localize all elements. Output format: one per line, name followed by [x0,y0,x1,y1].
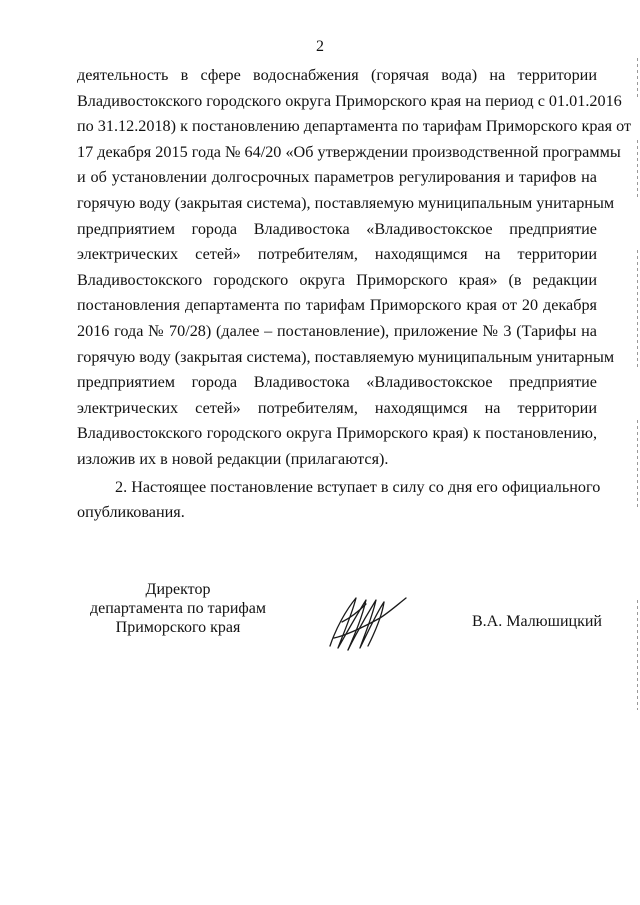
document-body [77,63,632,526]
text-line: опубликования. [77,503,185,522]
text-line: и об установлении долгосрочных параметров регулирования и тарифов на [77,168,597,187]
scan-edge-mark [637,600,638,710]
scan-edge-mark [637,250,638,370]
handwritten-signature-icon [322,588,412,658]
text-line: деятельность в сфере водоснабжения (горячая вода) на территории [77,66,597,84]
text-line: Владивостокского городского округа Приморского края на период с 01.01.2016 [77,91,622,110]
scan-edge-mark [637,420,638,510]
text-line: 2. Настоящее постановление вступает в силу со дня его официального [115,477,601,496]
text-line: по 31.12.2018) к постановлению департамента по тарифам Приморского края от [77,117,632,136]
page-number: 2 [316,38,324,55]
paragraph-1 [77,63,632,473]
text-line: электрических сетей» потребителям, находящимся на территории [77,398,597,417]
text-line: Владивостокского городского округа Приморского края» (в редакции [77,270,597,289]
signatory-title-line: Директор [145,581,211,598]
text-line: электрических сетей» потребителям, находящимся на территории [77,245,597,264]
text-line: предприятием города Владивостока «Владивостокское предприятие [77,373,597,392]
text-line: Владивостокского городского округа Приморского края) к постановлению, [77,424,597,443]
signatory-name: В.А. Малюшицкий [472,613,602,630]
signatory-title-line: Приморского края [115,619,241,636]
scan-edge-mark [637,58,638,98]
paragraph-2 [77,475,601,526]
signatory-title [88,580,268,637]
text-line: постановления департамента по тарифам Приморского края от 20 декабря [77,296,597,315]
text-line: 2016 года № 70/28) (далее – постановление), приложение № 3 (Тарифы на [77,321,597,340]
text-line: горячую воду (закрытая система), поставляемую муниципальным унитарным [77,347,615,366]
text-line: горячую воду (закрытая система), поставляемую муниципальным унитарным [77,193,615,212]
signatory-title-line: департамента по тарифам [89,600,267,617]
text-line: изложив их в новой редакции (прилагаются). [77,449,389,468]
text-line: предприятием города Владивостока «Владивостокское предприятие [77,219,597,238]
text-line: 17 декабря 2015 года № 64/20 «Об утверждении производственной программы [77,142,621,161]
scan-edge-mark [637,140,638,200]
